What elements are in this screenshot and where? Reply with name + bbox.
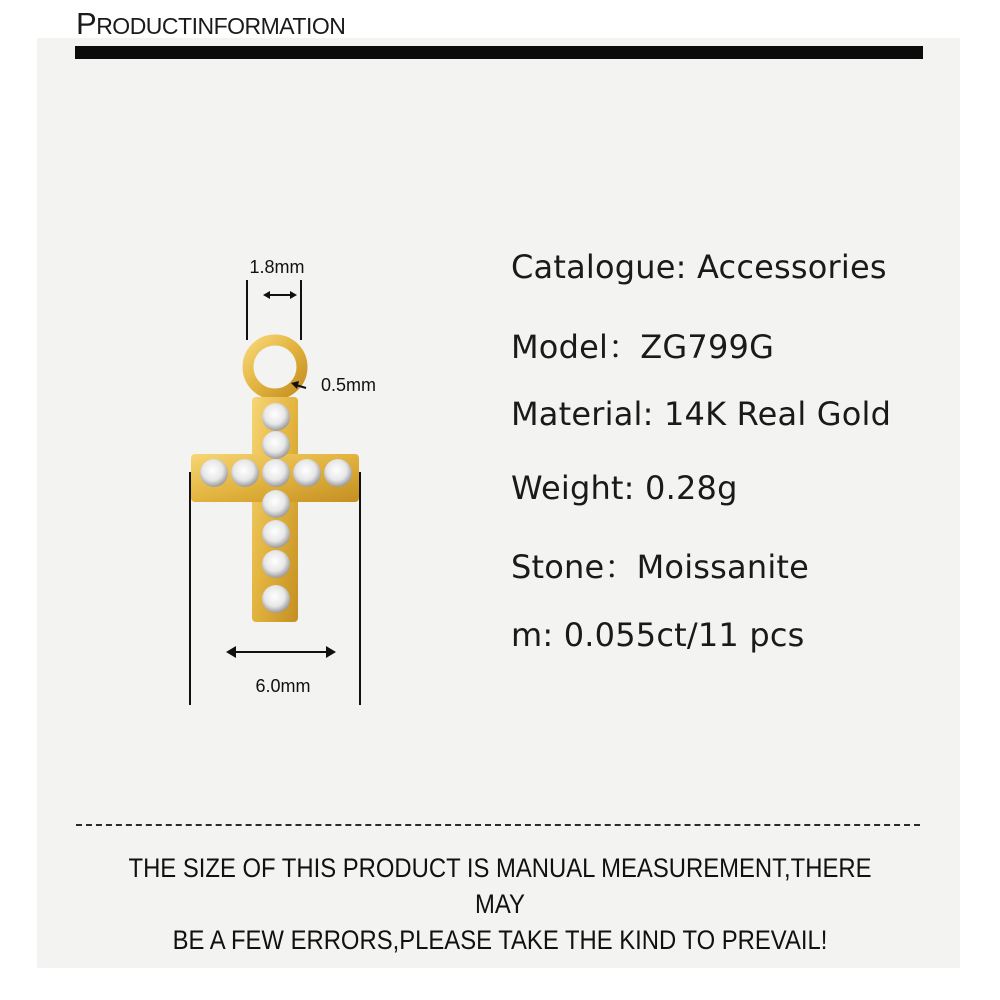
spec-material: Material: 14K Real Gold: [511, 395, 892, 433]
spec-catalogue: Catalogue: Accessories: [511, 248, 887, 286]
notice-line-1: THE SIZE OF THIS PRODUCT IS MANUAL MEASUREMENT,THERE MAY: [128, 853, 872, 919]
spec-carat: m: 0.055ct/11 pcs: [511, 615, 805, 654]
spec-list: [511, 248, 981, 689]
product-image: [150, 240, 430, 720]
dimension-top-label: 1.8mm: [249, 257, 305, 277]
dimension-bottom-label: 6.0mm: [255, 676, 311, 696]
dimension-top: [247, 257, 305, 340]
spec-weight: Weight: 0.28g: [511, 468, 738, 507]
title-rest: RODUCTINFORMATION: [96, 13, 346, 39]
cross-pendant: [191, 397, 359, 622]
dashed-divider: [76, 824, 920, 826]
measurement-notice: [104, 850, 896, 958]
title-initial: P: [76, 6, 97, 41]
page-title: [76, 6, 345, 42]
dimension-ring-label: 0.5mm: [321, 375, 377, 395]
spec-stone: Stone：Moissanite: [511, 548, 810, 586]
header-divider: [75, 46, 923, 59]
notice-line-2: BE A FEW ERRORS,PLEASE TAKE THE KIND TO PREVAIL!: [172, 925, 828, 955]
spec-model: Model：ZG799G: [511, 327, 775, 366]
